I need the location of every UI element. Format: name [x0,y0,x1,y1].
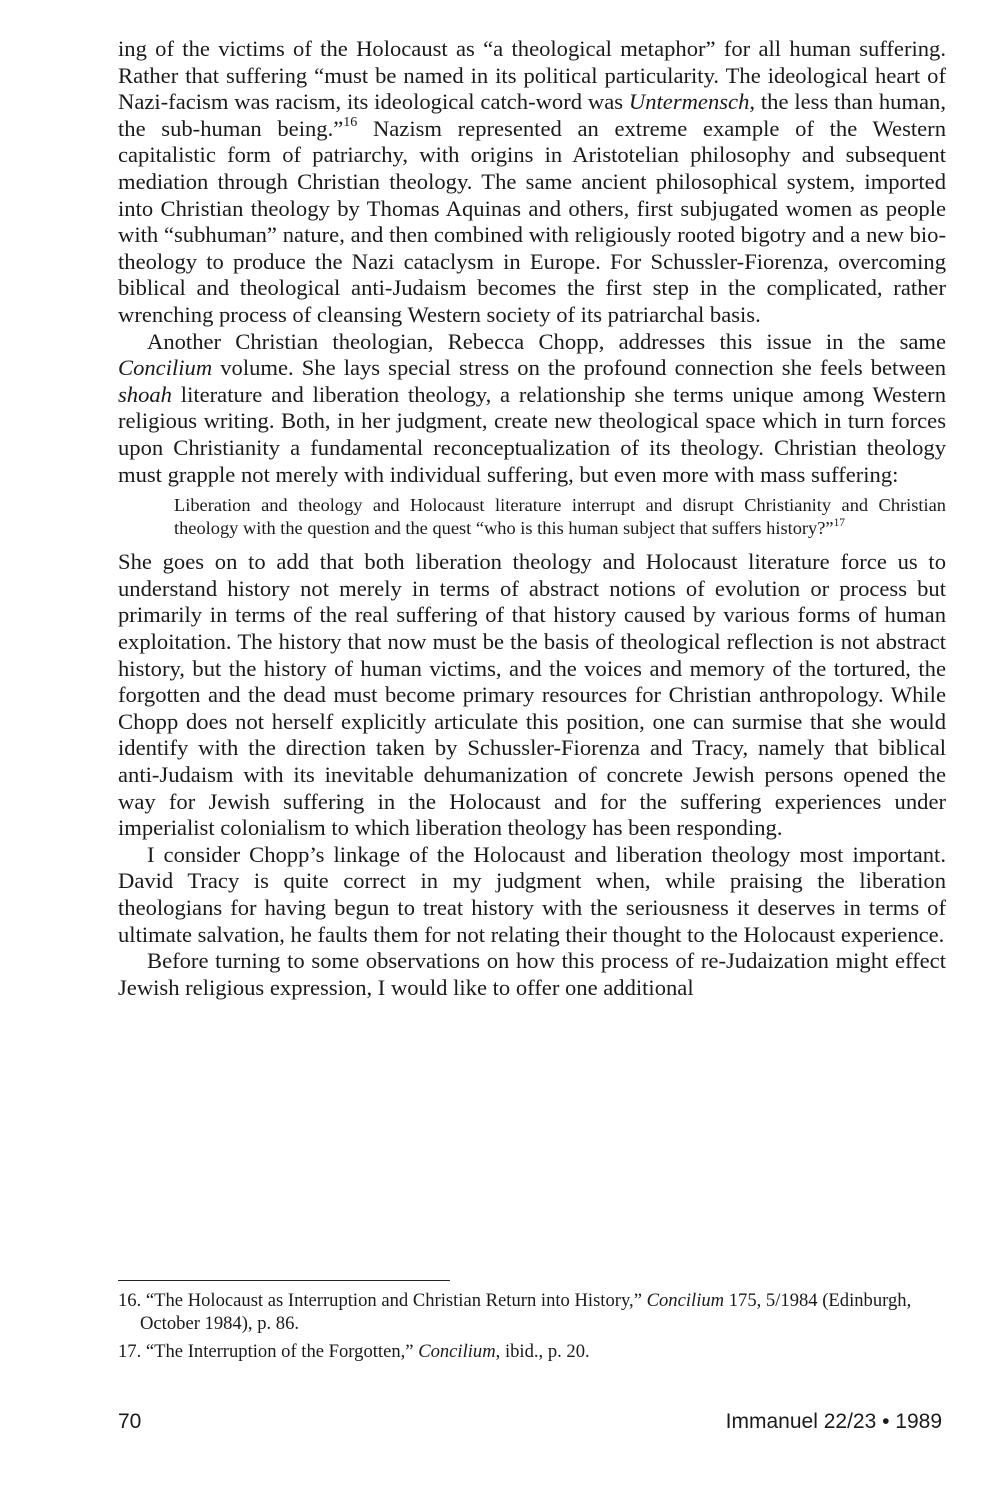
page-number: 70 [118,1410,142,1433]
block-quote [174,494,946,539]
footnote-16 [118,1290,946,1335]
italic-text: Concilium [118,355,213,381]
paragraph [118,842,946,948]
paragraph [118,329,946,489]
text-run: 16. “The Holocaust as Interruption and Christian Return into History,” [118,1290,647,1311]
italic-text: Concilium [418,1341,496,1363]
footnote-17 [118,1341,946,1364]
text-run: ing of the victims of the Holocaust as “a theological metaphor” for all human suffering. Rather that suffering “must be named in its political particularity. The ideological heart of Nazi-facism was racism, its ideological catch-word was [118,36,946,115]
paragraph [118,948,946,1001]
text-run: 17. “The Interruption of the Forgotten,” [118,1341,419,1363]
text-run: , ibid., p. 20. [495,1341,590,1363]
footnote-divider [118,1280,450,1281]
text-run: Nazism represented an extreme example of the Western capitalistic form of patriarchy, with origins in Aristotelian philosophy and subsequent mediation through Christian theology. The same ancient philosophical system, imported into Christian theology by Thomas Aquinas and others, first subjugated women as people with “subhuman” nature, and then combined with religiously rooted bigotry and a new bio-theology to produce the Nazi cataclysm in Europe. For Schussler-Fiorenza, overcoming biblical and theological anti-Judaism becomes the first step in the complicated, rather wrenching process of cleansing Western society of its patriarchal basis. [118,115,946,327]
footnotes [118,1290,946,1370]
paragraph [118,36,946,329]
italic-text: Concilium [646,1290,725,1311]
text-run: , the less than human, the sub-human being.” [118,89,947,141]
text-run: Before turning to some observations on how this process of re-Judaization might effect Jewish religious expression, I would like to offer one additional [118,948,946,1000]
text-run: She goes on to add that both liberation theology and Holocaust literature force us to understand history not merely in terms of abstract notions of evolution or process but primarily in terms of the real suffering of that history caused by various forms of human exploitation. The history that now must be the basis of theological reflection is not abstract history, but the history of human victims, and the voices and memory of the tortured, the forgotten and the dead must become primary resources for Christian anthropology. While Chopp does not herself explicitly articulate this position, one can surmise that she would identify with the direction taken by Schussler-Fiorenza and Tracy, namely that biblical anti-Judaism with its inevitable dehumanization of concrete Jewish persons opened the way for Jewish suffering in the Holocaust and for the suffering experiences under imperialist colonialism to which liberation theology has been responding. [118,549,946,841]
text-run: Another Christian theologian, Rebecca Chopp, addresses this issue in the same [147,328,946,354]
running-footer: Immanuel 22/23 • 1989 [725,1410,942,1433]
italic-text: Untermensch [628,89,750,115]
text-run: I consider Chopp’s linkage of the Holocaust and liberation theology most important. David Tracy is quite correct in my judgment when, while praising the liberation theologians for having begun to treat history with the seriousness it deserves in terms of ultimate salvation, he faults them for not relating their thought to the Holocaust experience. [118,841,946,947]
text-run: Liberation and theology and Holocaust literature interrupt and disrupt Christianity and Christian theology with the question and the quest “who is this human subject that suffers history?” [174,495,946,538]
text-run: volume. She lays special stress on the profound connection she feels between [212,355,946,381]
italic-text: shoah [118,381,172,407]
text-run: literature and liberation theology, a relationship she terms unique among Western religious writing. Both, in her judgment, create new theological space which in turn forces upon Christianity a fundamental reconceptualization of its theology. Christian theology must grapple not merely with individual suffering, but even more with mass suffering: [118,381,946,487]
footnote-reference: 17 [833,516,845,529]
footnote-reference: 16 [343,114,358,130]
paragraph [118,549,946,842]
text-run: 175, 5/1984 (Edinburgh, October 1984), p. 86. [140,1290,912,1334]
body-text [118,36,946,1001]
